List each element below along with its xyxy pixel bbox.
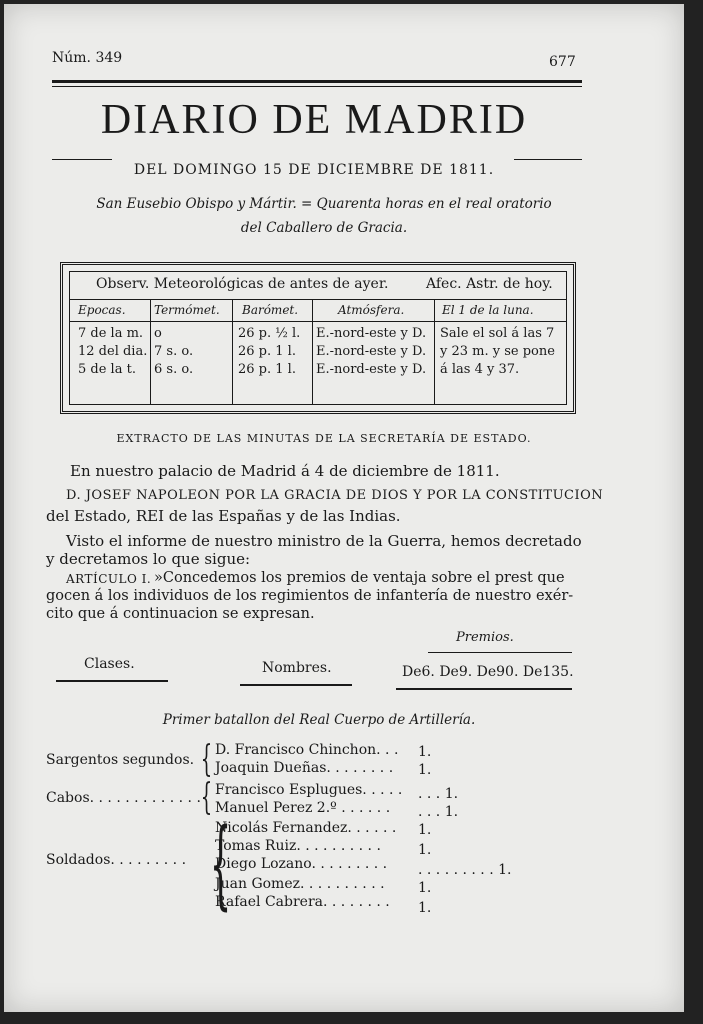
entry-mark: 1. xyxy=(418,822,432,838)
entry-name: Diego Lozano. . . . . . . . . xyxy=(215,856,388,872)
col-epocas: Epocas. xyxy=(78,303,126,317)
entry-name: Manuel Perez 2.º . . . . . . xyxy=(215,800,391,816)
col-luna: El 1 de la luna. xyxy=(442,303,534,317)
row2-epoca: 12 del dia. xyxy=(78,344,148,359)
weather-vline-3 xyxy=(312,300,313,404)
weather-hline-2 xyxy=(70,321,566,322)
entry-name: Tomas Ruiz. . . . . . . . . . xyxy=(215,838,381,854)
brace-cabos: { xyxy=(200,777,213,818)
top-rule xyxy=(52,80,582,83)
visto-line-2: y decretamos lo que sigue: xyxy=(46,550,251,568)
entry-name: Rafael Cabrera. . . . . . . . xyxy=(215,894,390,910)
top-rule-thin xyxy=(52,86,582,87)
extract-heading: EXTRACTO DE LAS MINUTAS DE LA SECRETARÍA DE ESTADO. xyxy=(116,432,532,445)
articulo-line-3: cito que á continuacion se expresan. xyxy=(46,606,315,622)
entry-mark: 1. xyxy=(418,744,432,760)
col-termometro: Termómet. xyxy=(154,303,220,317)
row3-barometro: 26 p. 1 l. xyxy=(238,362,296,377)
group-label-soldados: Soldados. . . . . . . . . xyxy=(46,852,187,868)
entry-mark: 1. xyxy=(418,900,432,916)
entry-name: Juan Gomez. . . . . . . . . . xyxy=(215,876,385,892)
clases-rule xyxy=(56,680,168,682)
date-rule-right xyxy=(514,159,582,160)
date-line: DEL DOMINGO 15 DE DICIEMBRE DE 1811. xyxy=(133,162,495,178)
row2-termometro: 7 s. o. xyxy=(154,344,194,359)
articulo-line-2: gocen á los individuos de los regimientos de infantería de nuestro exér- xyxy=(46,588,574,604)
entry-mark: 1. xyxy=(418,762,432,778)
josef-line-1: D. JOSEF NAPOLEON POR LA GRACIA DE DIOS Y POR LA CONSTITUCION xyxy=(66,488,604,503)
weather-title-left: Observ. Meteorológicas de antes de ayer. xyxy=(96,276,389,292)
row3-epoca: 5 de la t. xyxy=(78,362,136,377)
entry-mark: . . . 1. xyxy=(418,804,459,820)
weather-vline-1 xyxy=(150,300,151,404)
saint-of-day xyxy=(64,192,584,240)
premios-cols-rule xyxy=(396,688,572,690)
masthead-title: DIARIO DE MADRID xyxy=(100,97,528,143)
weather-hline-1 xyxy=(70,299,566,300)
luna-line-3: á las 4 y 37. xyxy=(440,362,520,377)
col-atmosfera: Atmósfera. xyxy=(338,303,405,317)
saint-line-2: del Caballero de Gracia. xyxy=(240,220,408,236)
group-label-sargentos: Sargentos segundos. xyxy=(46,752,195,768)
entry-name: Francisco Esplugues. . . . . xyxy=(215,782,403,798)
articulo-line-1: »Concedemos los premios de ventaja sobre el prest que xyxy=(154,570,565,586)
issue-number: Núm. 349 xyxy=(52,50,123,66)
saint-line-1: San Eusebio Obispo y Mártir. = Quarenta horas en el real oratorio xyxy=(96,196,552,212)
group-label-cabos: Cabos. . . . . . . . . . . . . xyxy=(46,790,201,806)
weather-vline-2 xyxy=(232,300,233,404)
col-barometro: Barómet. xyxy=(242,303,299,317)
row2-atmosfera: E.-nord-este y D. xyxy=(316,344,427,359)
section-title: Primer batallon del Real Cuerpo de Artillería. xyxy=(162,712,476,728)
entry-mark: . . . . . . . . . 1. xyxy=(418,862,512,878)
premios-label: Premios. xyxy=(456,630,514,645)
entry-name: Joaquin Dueñas. . . . . . . . xyxy=(215,760,394,776)
brace-sargentos: { xyxy=(200,739,213,780)
col-premios: De6. De9. De90. De135. xyxy=(402,664,574,680)
row1-epoca: 7 de la m. xyxy=(78,326,144,341)
col-nombres: Nombres. xyxy=(262,660,332,676)
nombres-rule xyxy=(240,684,352,686)
luna-line-1: Sale el sol á las 7 xyxy=(440,326,555,341)
row1-barometro: 26 p. ½ l. xyxy=(238,326,301,341)
page-number: 677 xyxy=(549,54,576,70)
entry-mark: . . . 1. xyxy=(418,786,459,802)
brace-soldados: { xyxy=(209,808,232,920)
date-rule-left xyxy=(52,159,112,160)
luna-line-2: y 23 m. y se pone xyxy=(440,344,555,359)
weather-table xyxy=(60,262,576,414)
col-clases: Clases. xyxy=(84,656,135,672)
row1-termometro: o xyxy=(154,326,162,341)
josef-line-2: del Estado, REI de las Españas y de las Indias. xyxy=(46,507,401,525)
row3-termometro: 6 s. o. xyxy=(154,362,194,377)
visto-line-1: Visto el informe de nuestro ministro de la Guerra, hemos decretado xyxy=(66,532,582,550)
palacio-line: En nuestro palacio de Madrid á 4 de diciembre de 1811. xyxy=(70,462,500,480)
row1-atmosfera: E.-nord-este y D. xyxy=(316,326,427,341)
entry-mark: 1. xyxy=(418,842,432,858)
articulo-label: ARTÍCULO I. xyxy=(66,572,152,586)
newspaper-page xyxy=(4,4,684,1012)
weather-vline-4 xyxy=(434,300,435,404)
row2-barometro: 26 p. 1 l. xyxy=(238,344,296,359)
entry-name: D. Francisco Chinchon. . . xyxy=(215,742,399,758)
premios-rule xyxy=(428,652,572,653)
entry-name: Nicolás Fernandez. . . . . . xyxy=(215,820,397,836)
weather-title-right: Afec. Astr. de hoy. xyxy=(426,276,553,292)
entry-mark: 1. xyxy=(418,880,432,896)
row3-atmosfera: E.-nord-este y D. xyxy=(316,362,427,377)
